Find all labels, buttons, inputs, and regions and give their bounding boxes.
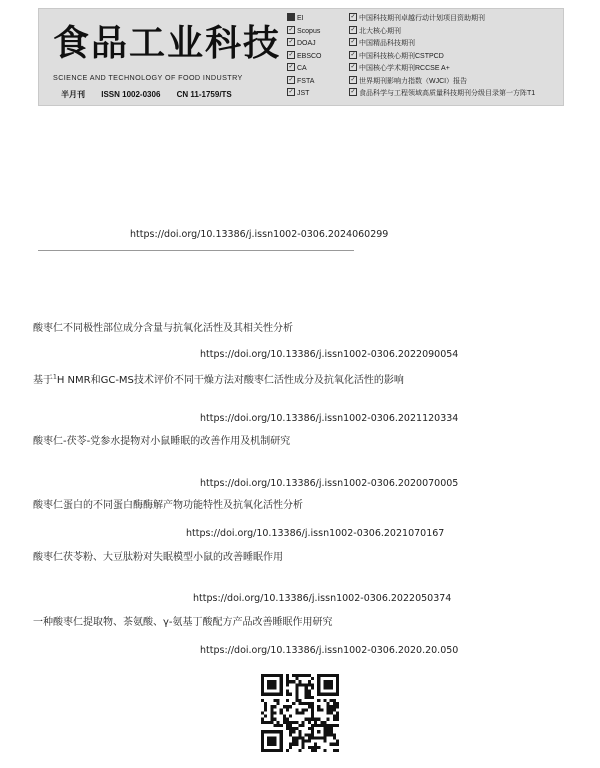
index-item: ✓ 中国核心学术期刊RCCSE A+ <box>350 64 450 72</box>
journal-english-title: SCIENCE AND TECHNOLOGY OF FOOD INDUSTRY <box>53 73 243 82</box>
checkbox-icon: ✓ <box>350 89 356 96</box>
checkbox-icon: ✓ <box>288 89 294 96</box>
journal-header <box>38 8 564 106</box>
index-item: ✓ EBSCO <box>288 51 322 60</box>
checkbox-icon: ✓ <box>350 14 356 21</box>
index-item: ✓ 中国精品科技期刊 <box>350 39 415 47</box>
journal-meta <box>61 89 246 100</box>
index-item: ✓ 中国科技期刊卓越行动计划项目资助期刊 <box>350 14 485 22</box>
index-item: EI <box>287 13 347 26</box>
index-item: ✓ Scopus <box>288 26 321 35</box>
index-list-rankings <box>349 13 563 101</box>
checkbox-icon: ✓ <box>288 51 294 58</box>
index-item: ✓ DOAJ <box>288 39 316 47</box>
index-item: ✓ CA <box>288 64 307 72</box>
checkbox-icon: ✓ <box>350 26 356 33</box>
checkbox-icon: ✓ <box>288 76 294 83</box>
checkbox-icon: ✓ <box>350 51 356 58</box>
index-item: ✓ 食品科学与工程领域高质量科技期刊分级目录第一方阵T1 <box>350 89 536 97</box>
checkbox-icon: ✓ <box>350 64 356 71</box>
related-article-title[interactable]: 酸枣仁蛋白的不同蛋白酶酶解产物功能特性及抗氧化活性分析 <box>33 500 303 511</box>
index-item: ✓ JST <box>288 89 310 97</box>
checkbox-icon <box>287 13 295 21</box>
journal-title: 食品工业科技 <box>53 22 282 64</box>
related-article-title[interactable]: 一种酸枣仁提取物、茶氨酸、γ-氨基丁酸配方产品改善睡眠作用研究 <box>33 617 333 628</box>
journal-masthead <box>39 9 287 105</box>
checkbox-icon: ✓ <box>288 64 294 71</box>
related-article-doi-link[interactable]: https://doi.org/10.13386/j.issn1002-0306.2022090054 <box>200 349 459 360</box>
related-article-doi-link[interactable]: https://doi.org/10.13386/j.issn1002-0306.2021120334 <box>200 413 459 424</box>
index-item: ✓ 北大核心期刊 <box>350 26 401 35</box>
related-article-title[interactable]: 基于$^1$H NMR和GC-MS技术评价不同干燥方法对酸枣仁活性成分及抗氧化活性的影响 <box>33 373 404 386</box>
divider <box>38 250 354 251</box>
related-article-doi-link[interactable]: https://doi.org/10.13386/j.issn1002-0306.2022050374 <box>193 593 452 604</box>
checkbox-icon: ✓ <box>288 26 294 33</box>
related-article-doi-link[interactable]: https://doi.org/10.13386/j.issn1002-0306.2021070167 <box>186 528 445 539</box>
related-article-title[interactable]: 酸枣仁茯苓粉、大豆肽粉对失眠模型小鼠的改善睡眠作用 <box>33 552 283 563</box>
article-doi-link[interactable]: https://doi.org/10.13386/j.issn1002-0306.2024060299 <box>130 229 389 240</box>
checkbox-icon: ✓ <box>350 39 356 46</box>
checkbox-icon: ✓ <box>288 39 294 46</box>
journal-cn: CN 11-1759/TS <box>176 90 232 99</box>
index-item: ✓ 世界期刊影响力指数（WJCI）报告 <box>350 76 468 85</box>
index-item: ✓ 中国科技核心期刊CSTPCD <box>350 51 444 60</box>
index-item: ✓ FSTA <box>288 76 315 85</box>
related-article-doi-link[interactable]: https://doi.org/10.13386/j.issn1002-0306.2020.20.050 <box>200 645 459 656</box>
journal-issn: ISSN 1002-0306 <box>101 90 161 99</box>
related-article-title[interactable]: 酸枣仁-茯苓-党参水提物对小鼠睡眠的改善作用及机制研究 <box>33 436 291 447</box>
checkbox-icon: ✓ <box>350 76 356 83</box>
related-article-doi-link[interactable]: https://doi.org/10.13386/j.issn1002-0306.2020070005 <box>200 478 459 489</box>
qr-code-icon <box>261 674 339 752</box>
journal-frequency: 半月刊 <box>61 90 85 99</box>
related-article-title[interactable]: 酸枣仁不同极性部位成分含量与抗氧化活性及其相关性分析 <box>33 323 293 334</box>
index-list-databases <box>287 13 347 101</box>
